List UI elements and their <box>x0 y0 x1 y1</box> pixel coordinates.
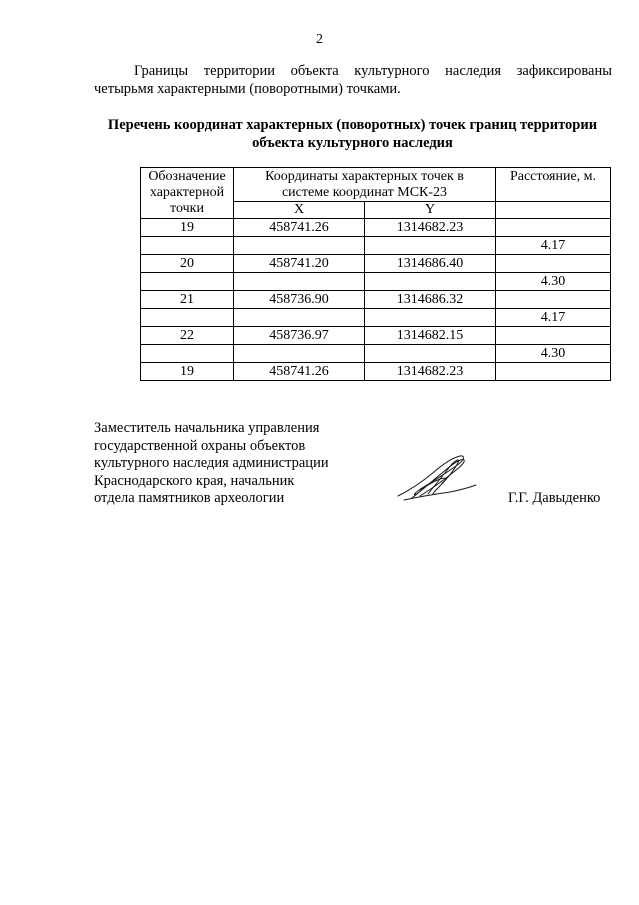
coords-header-line-2: системе координат МСК-23 <box>281 185 448 200</box>
point-x: 458741.26 <box>234 363 365 381</box>
intro-paragraph <box>94 62 612 98</box>
empty-cell <box>365 273 496 291</box>
intro-line-1: Границы территории объекта культурного наследия зафиксированы <box>134 63 612 79</box>
empty-cell <box>365 237 496 255</box>
distance-row <box>141 237 611 255</box>
distance-row <box>141 273 611 291</box>
x-header: X <box>234 202 365 219</box>
point-id: 20 <box>141 255 234 273</box>
empty-cell <box>234 273 365 291</box>
point-id: 21 <box>141 291 234 309</box>
empty-cell <box>496 327 611 345</box>
point-y: 1314682.15 <box>365 327 496 345</box>
signer-line-4: Краснодарского края, начальник <box>94 472 295 489</box>
table-heading <box>80 116 625 152</box>
empty-cell <box>365 345 496 363</box>
empty-cell <box>141 273 234 291</box>
signer-title <box>94 420 329 508</box>
empty-cell <box>496 291 611 309</box>
heading-line-1: Перечень координат характерных (поворотных) точек границ территории <box>107 117 598 133</box>
point-x: 458741.20 <box>234 255 365 273</box>
distance-row <box>141 345 611 363</box>
point-id: 19 <box>141 219 234 237</box>
point-row <box>141 219 611 237</box>
distance-row <box>141 309 611 327</box>
point-y: 1314686.40 <box>365 255 496 273</box>
empty-cell <box>496 219 611 237</box>
signer-line-2: государственной охраны объектов <box>94 437 306 454</box>
point-y: 1314682.23 <box>365 363 496 381</box>
signer-line-1: Заместитель начальника управления <box>94 420 320 436</box>
point-row <box>141 363 611 381</box>
intro-line-2: четырьмя характерными (поворотными) точками. <box>94 81 401 97</box>
coordinates-table <box>140 167 611 381</box>
point-header-line-2: характерной <box>149 185 225 200</box>
header-row <box>141 168 611 202</box>
empty-cell <box>365 309 496 327</box>
empty-cell <box>234 237 365 255</box>
page-number: 2 <box>316 32 323 47</box>
empty-cell <box>234 345 365 363</box>
signer-line-3: культурного наследия администрации <box>94 455 329 471</box>
point-y: 1314686.32 <box>365 291 496 309</box>
signer-name: Г.Г. Давыденко <box>508 490 601 506</box>
coords-header-cell <box>234 168 496 202</box>
empty-cell <box>234 309 365 327</box>
empty-cell <box>496 363 611 381</box>
point-x: 458736.90 <box>234 291 365 309</box>
point-header-line-3: точки <box>170 201 204 216</box>
distance-value: 4.30 <box>496 345 611 363</box>
point-id: 19 <box>141 363 234 381</box>
distance-value: 4.30 <box>496 273 611 291</box>
coords-header-line-1: Координаты характерных точек в <box>265 169 464 184</box>
empty-cell <box>141 237 234 255</box>
point-header-cell <box>141 168 234 219</box>
point-x: 458736.97 <box>234 327 365 345</box>
signer-line-5: отдела памятников археологии <box>94 490 285 506</box>
heading-line-2: объекта культурного наследия <box>252 135 453 151</box>
distance-value: 4.17 <box>496 237 611 255</box>
y-header: Y <box>365 202 496 219</box>
distance-value: 4.17 <box>496 309 611 327</box>
point-id: 22 <box>141 327 234 345</box>
empty-cell <box>496 255 611 273</box>
point-x: 458741.26 <box>234 219 365 237</box>
handwritten-signature <box>392 452 482 508</box>
distance-header-cell: Расстояние, м. <box>496 168 611 202</box>
point-y: 1314682.23 <box>365 219 496 237</box>
point-row <box>141 255 611 273</box>
point-row <box>141 291 611 309</box>
point-row <box>141 327 611 345</box>
empty-cell <box>141 309 234 327</box>
empty-cell <box>496 202 611 219</box>
point-header-line-1: Обозначение <box>148 169 226 184</box>
empty-cell <box>141 345 234 363</box>
